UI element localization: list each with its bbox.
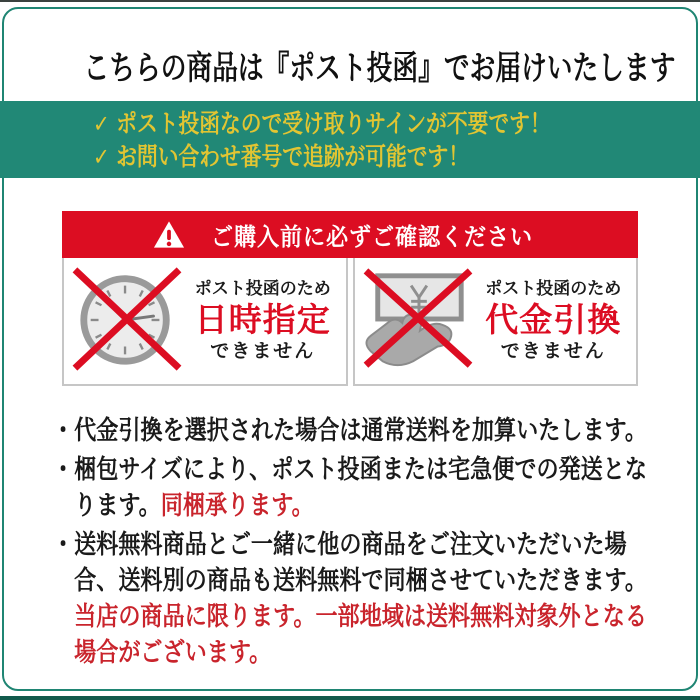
benefit-text: ポスト投函なので受け取りサインが不要です！	[116, 110, 551, 138]
check-icon: ✓	[92, 111, 110, 138]
panel-text	[184, 279, 346, 363]
top-divider	[0, 0, 700, 2]
panel-reason: ポスト投函のため	[194, 278, 331, 298]
page-title: こちらの商品は『ポスト投函』でお届けいたします	[83, 49, 676, 86]
benefit-item	[93, 108, 581, 141]
confirm-header	[62, 211, 638, 258]
note-text: 送料無料商品とご一緒に他の商品をご注文いただいた場合、送料別の商品も送料無料で同梱させていただきます。当店の商品に限ります。一部地域は送料無料対象外となる場合がございます。	[74, 529, 647, 667]
check-icon: ✓	[92, 144, 110, 171]
notes-list	[52, 412, 647, 673]
panel-suffix: できません	[500, 341, 606, 363]
confirm-body	[62, 258, 638, 386]
note-text: 梱包サイズにより、ポスト投函または宅急便での発送となります。同梱承ります。	[74, 454, 647, 520]
panel-restriction: 日時指定	[194, 301, 331, 339]
confirm-box	[62, 211, 638, 386]
list-item	[52, 526, 647, 670]
benefit-text: お問い合わせ番号で追跡が可能です！	[116, 143, 470, 171]
benefits-list	[0, 101, 581, 174]
clock-crossed-icon	[70, 265, 184, 378]
warning-icon	[153, 220, 185, 249]
panel-reason: ポスト投函のため	[485, 278, 622, 298]
panel-text	[475, 279, 637, 363]
panel-restriction: 代金引換	[485, 301, 622, 339]
confirm-header-text: ご購入前に必ずご確認ください	[211, 224, 533, 251]
benefit-item	[93, 141, 581, 174]
list-item	[52, 451, 647, 523]
panel-suffix: できません	[210, 341, 316, 363]
benefits-band	[0, 101, 700, 178]
note-text: 代金引換を選択された場合は通常送料を加算いたします。	[74, 415, 647, 445]
title-row	[0, 42, 700, 89]
bullet-marker: ・	[52, 529, 75, 559]
bullet-marker: ・	[52, 415, 75, 445]
list-item	[52, 412, 647, 448]
bottom-divider	[0, 696, 700, 700]
no-cod-panel	[353, 258, 639, 386]
no-datetime-panel	[62, 258, 348, 386]
cash-on-delivery-crossed-icon	[361, 265, 475, 378]
bullet-marker: ・	[52, 454, 75, 484]
